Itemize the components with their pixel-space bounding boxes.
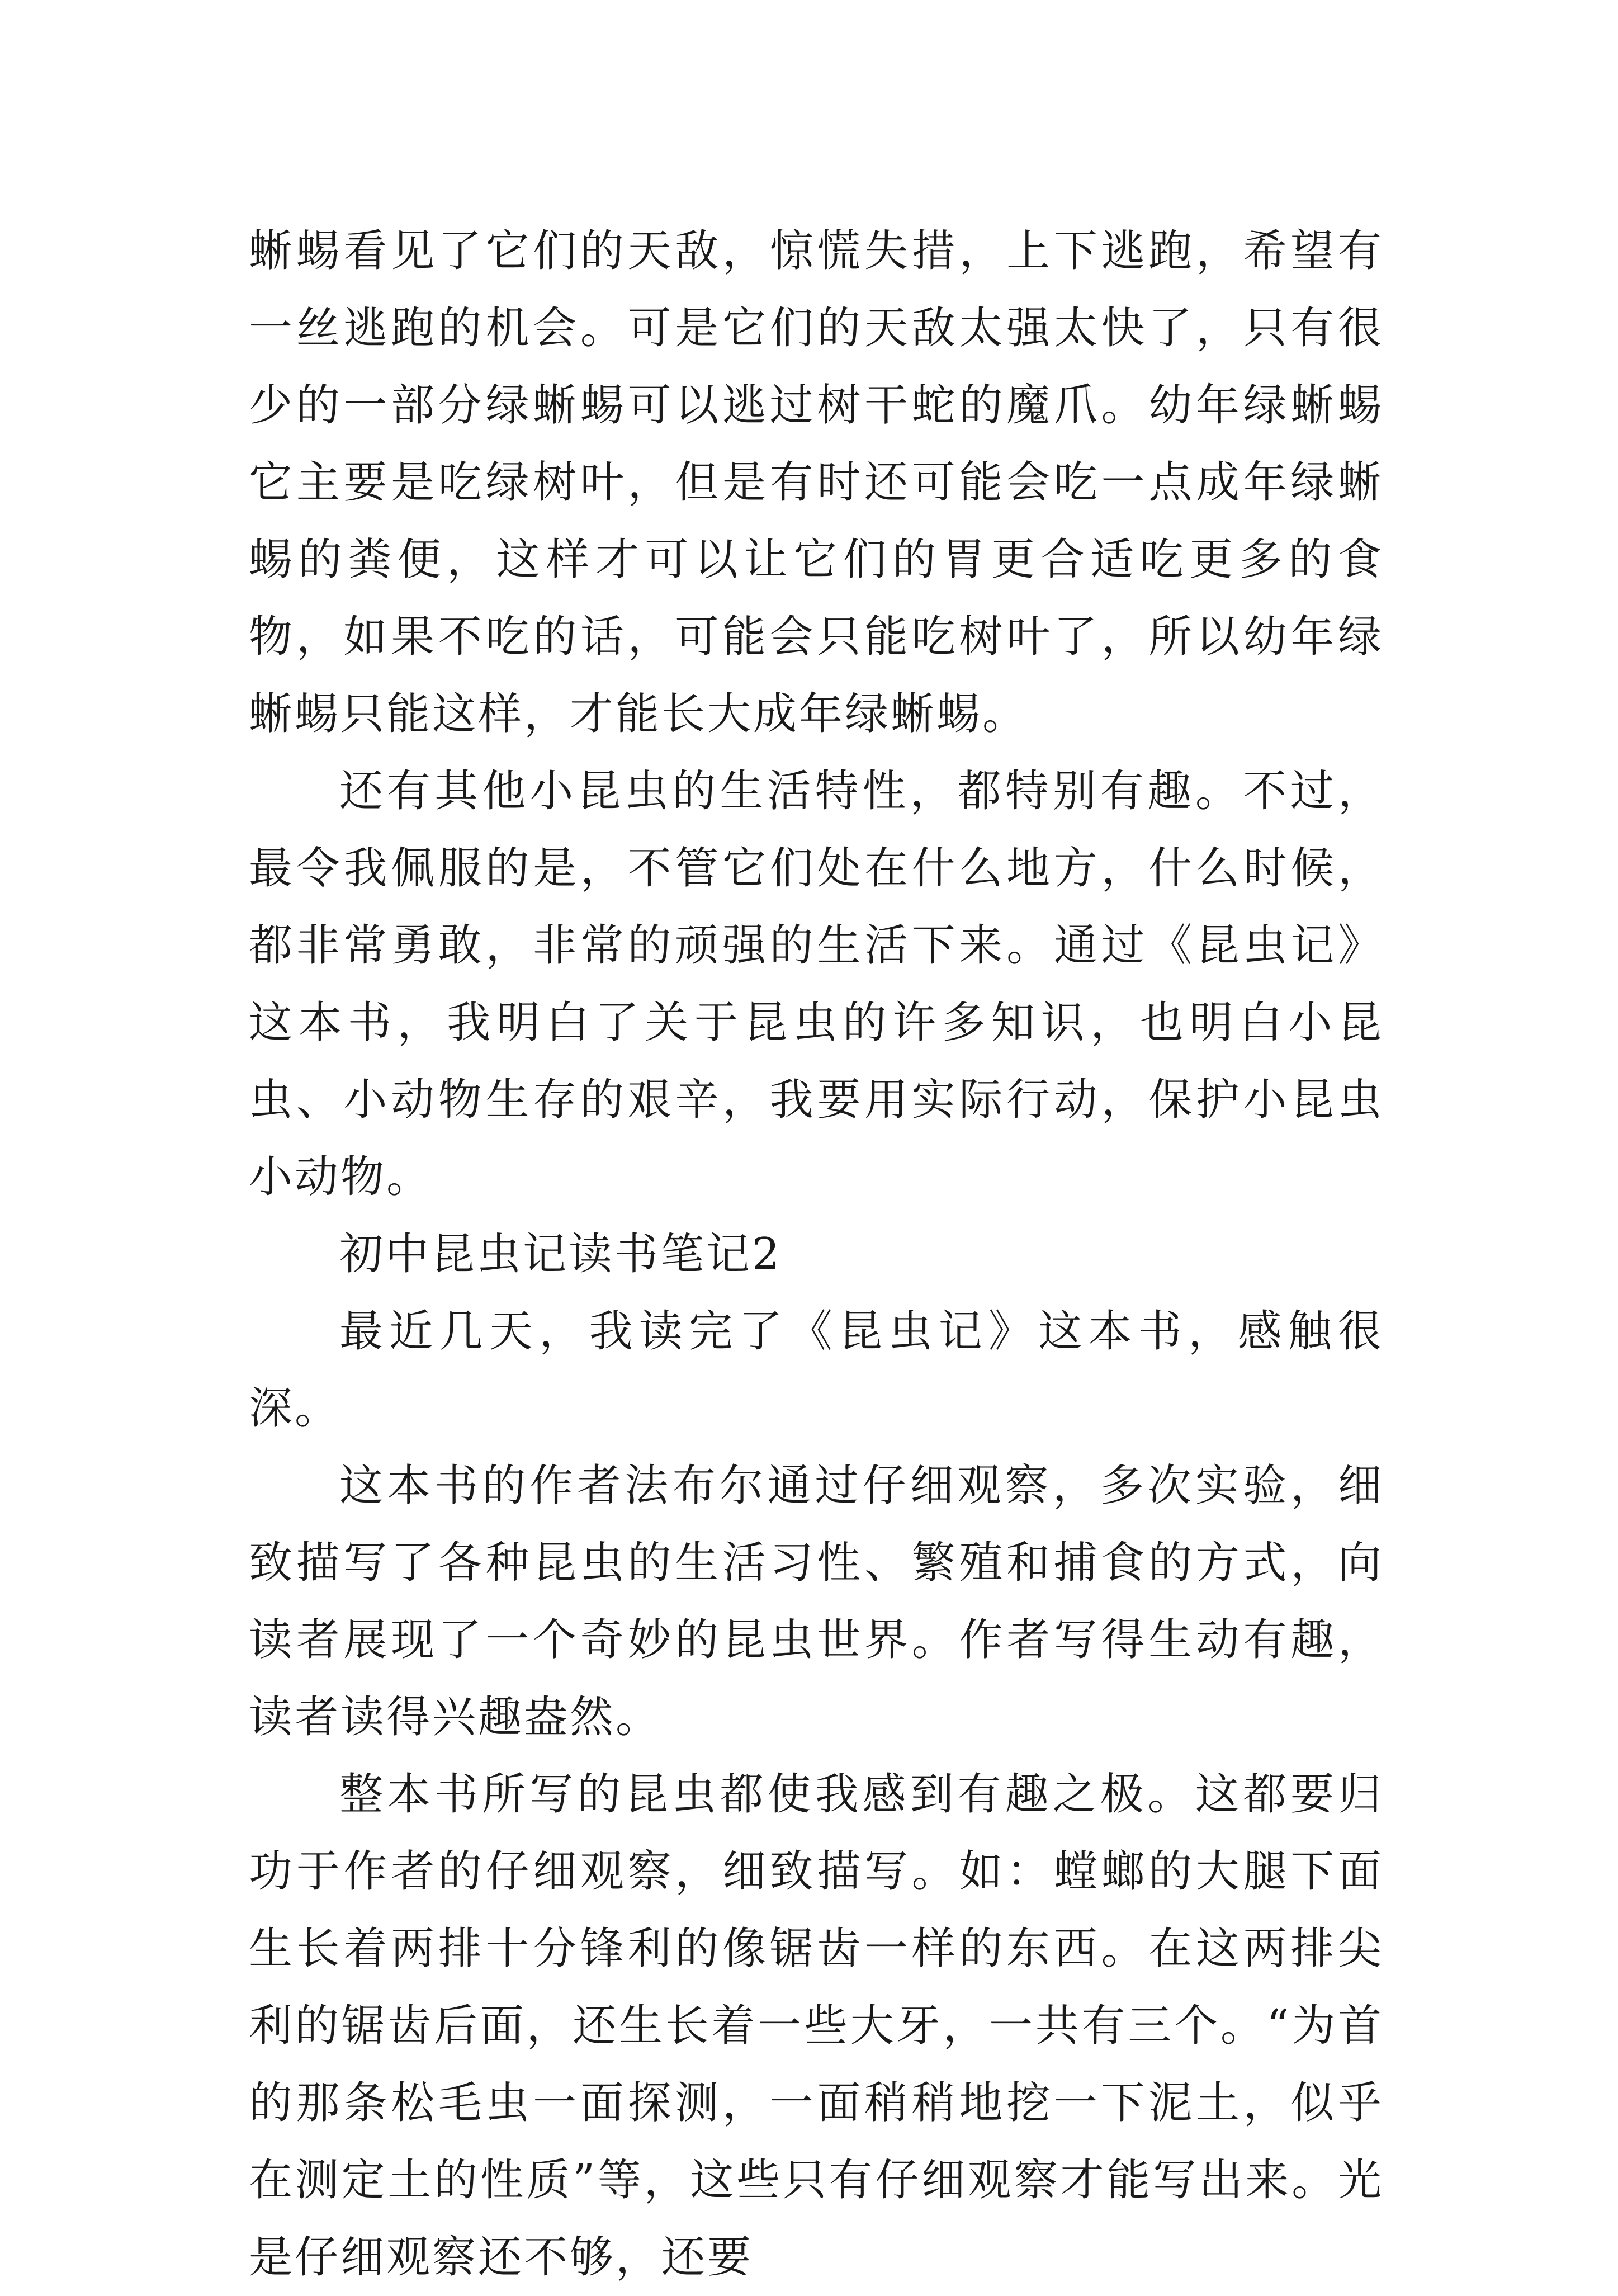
section-title: 初中昆虫记读书笔记2 <box>339 1229 782 1279</box>
document-body <box>249 212 1384 2296</box>
paragraph-lizard: 蜥蜴看见了它们的天敌，惊慌失措，上下逃跑，希望有一丝逃跑的机会。可是它们的天敌太强太快了，只有很少的一部分绿蜥蜴可以逃过树干蛇的魔爪。幼年绿蜥蜴它主要是吃绿树叶，但是有时还可能会吃一点成年绿蜥蜴的粪便，这样才可以让它们的胃更合适吃更多的食物，如果不吃的话，可能会只能吃树叶了，所以幼年绿蜥蜴只能这样，才能长大成年绿蜥蜴。 <box>249 226 1384 739</box>
paragraph-insect-traits: 还有其他小昆虫的生活特性，都特别有趣。不过，最令我佩服的是，不管它们处在什么地方，什么时候，都非常勇敢，非常的顽强的生活下来。通过《昆虫记》这本书，我明白了关于昆虫的许多知识，也明白小昆虫、小动物生存的艰辛，我要用实际行动，保护小昆虫小动物。 <box>249 766 1384 1202</box>
paragraph-observation: 整本书所写的昆虫都使我感到有趣之极。这都要归功于作者的仔细观察，细致描写。如：螳螂的大腿下面生长着两排十分锋利的像锯齿一样的东西。在这两排尖利的锯齿后面，还生长着一些大牙，一共有三个。“为首的那条松毛虫一面探测，一面稍稍地挖一下泥土，似乎在测定土的性质”等，这些只有仔细观察才能写出来。光是仔细观察还不够，还要 <box>249 1769 1384 2283</box>
paragraph-author: 这本书的作者法布尔通过仔细观察，多次实验，细致描写了各种昆虫的生活习性、繁殖和捕食的方式，向读者展现了一个奇妙的昆虫世界。作者写得生动有趣，读者读得兴趣盎然。 <box>249 1461 1384 1742</box>
paragraph-intro: 最近几天，我读完了《昆虫记》这本书，感触很深。 <box>249 1306 1384 1434</box>
